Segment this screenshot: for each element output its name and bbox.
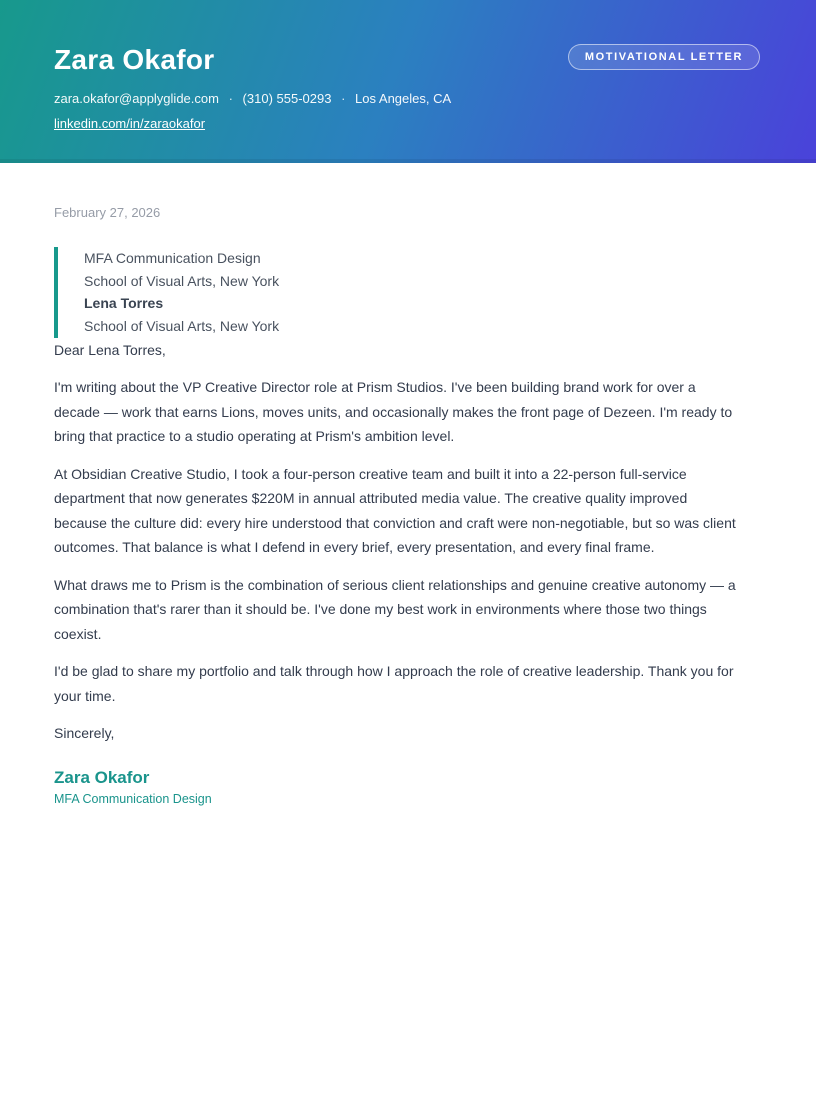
contact-line <box>54 91 760 106</box>
letter-paragraph: At Obsidian Creative Studio, I took a four-person creative team and built it into a 22-person full-service department that now generates $220M in annual attributed media value. The creative quality improved because the culture did: every hire understood that conviction and craft were non-negotiable, but so was client outcomes. That balance is what I defend in every brief, every presentation, and every final frame. <box>54 465 736 556</box>
page-title: Zara Okafor <box>54 44 215 75</box>
letter-body <box>0 163 816 806</box>
closing: Sincerely, <box>54 725 115 742</box>
document-type-badge: MOTIVATIONAL LETTER <box>568 44 760 70</box>
recipient-program: MFA Communication Design <box>84 250 261 266</box>
recipient-school: School of Visual Arts, New York <box>84 318 280 335</box>
contact-separator: · <box>228 91 233 107</box>
letter-paragraph: What draws me to Prism is the combination of serious client relationships and genuine creative autonomy — a combination that's rarer than it should be. I've done my best work in environments where those two things coexist. <box>54 576 736 642</box>
letter-paragraph: I'm writing about the VP Creative Director role at Prism Studios. I've been building brand work for over a decade — work that earns Lions, moves units, and occasionally makes the front page of Dezeen. I'm ready to bring that practice to a studio operating at Prism's ambition level. <box>54 379 733 445</box>
salutation: Dear Lena Torres, <box>54 341 166 358</box>
contact-separator: · <box>341 91 346 107</box>
recipient-name: Lena Torres <box>84 295 164 312</box>
letter-date: February 27, 2026 <box>54 205 161 220</box>
recipient-school: School of Visual Arts, New York <box>84 272 280 289</box>
letter-paragraph: I'd be glad to share my portfolio and talk through how I approach the role of creative leadership. Thank you for your time. <box>54 663 734 704</box>
recipient-block <box>54 247 742 338</box>
signature-title: MFA Communication Design <box>54 791 212 806</box>
contact-phone: (310) 555-0293 <box>242 91 332 107</box>
contact-location: Los Angeles, CA <box>355 91 452 107</box>
letter-header <box>0 0 816 163</box>
signature-name: Zara Okafor <box>54 767 150 787</box>
linkedin-row <box>54 115 760 133</box>
linkedin-link[interactable]: linkedin.com/in/zaraokafor <box>54 116 206 132</box>
contact-email: zara.okafor@applyglide.com <box>54 91 219 107</box>
